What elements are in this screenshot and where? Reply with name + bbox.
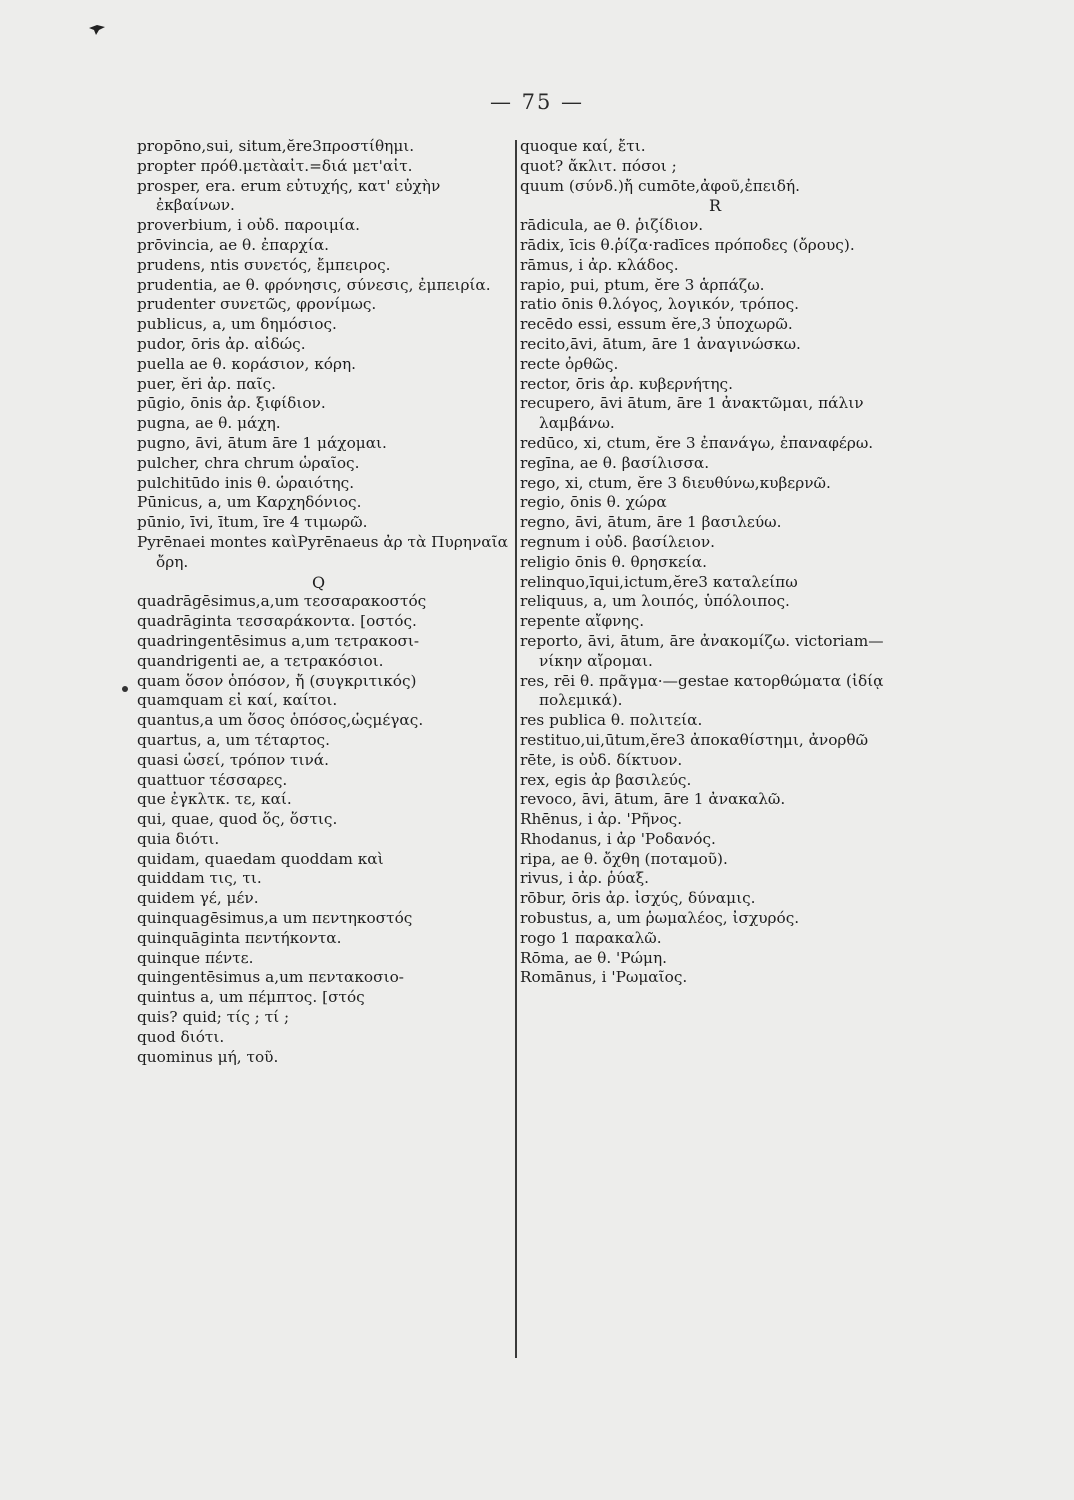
dictionary-entry: Pūnicus, a, um Καρχηδόνιος. bbox=[137, 493, 362, 512]
dictionary-entry: rector, ōris ἀρ. κυβερνήτης. bbox=[520, 374, 733, 393]
dictionary-entry: Rōma, ae θ. 'Ρώμη. bbox=[520, 948, 667, 967]
dictionary-entry: Romānus, i 'Ρωμαῖος. bbox=[520, 968, 688, 987]
column-divider bbox=[515, 140, 517, 1358]
left-column bbox=[137, 137, 520, 1067]
dictionary-entry: regio, ōnis θ. χώρα bbox=[520, 493, 667, 512]
dictionary-entry: quasi ὡσεί, τρόπον τινά. bbox=[137, 750, 329, 769]
dictionary-entry: Rhēnus, i ἀρ. 'Ρῆνος. bbox=[520, 810, 683, 829]
dictionary-entry: propōno,sui, situm,ĕre3προστίθημι. bbox=[137, 137, 415, 155]
dictionary-entry: rāmus, i ἀρ. κλάδος. bbox=[520, 255, 679, 274]
dictionary-entry: quantus,a um ὅσος ὁπόσος,ὡςμέγας. bbox=[137, 711, 424, 730]
dictionary-entry: quadrāgēsimus,a,um τεσσαρακοστός bbox=[137, 592, 427, 611]
right-column bbox=[520, 137, 910, 988]
dictionary-entry: puella ae θ. κοράσιον, κόρη. bbox=[137, 354, 356, 373]
dictionary-entry: quot? ἄκλιτ. πόσοι ; bbox=[520, 156, 677, 175]
dictionary-entry: que ἐγκλτκ. τε, καί. bbox=[137, 790, 292, 809]
dictionary-entry: rēte, is οὐδ. δίκτυον. bbox=[520, 750, 683, 769]
ink-mark-icon bbox=[88, 22, 106, 36]
dictionary-entry: quam ὅσον ὁπόσον, ἤ (συγκριτικός) bbox=[137, 671, 417, 690]
dictionary-entry: Pyrēnaei montes καὶPyrēnaeus ἀρ τὰ Πυρηναῖα ὄρη. bbox=[137, 532, 508, 571]
dictionary-entry: repente αἴφνης. bbox=[520, 612, 645, 631]
dictionary-entry: ripa, ae θ. ὄχθη (ποταμοῦ). bbox=[520, 849, 728, 868]
dictionary-entry: qui, quae, quod ὅς, ὅστις. bbox=[137, 810, 338, 829]
dictionary-entry: quandrigenti ae, a τετρακόσιοι. bbox=[137, 651, 384, 670]
dictionary-entry: recupero, āvi ātum, āre 1 ἀνακτῶμαι, πάλιν λαμβάνω. bbox=[520, 394, 864, 433]
dictionary-entry: regno, āvi, ātum, āre 1 βασιλεύω. bbox=[520, 513, 782, 532]
ink-dot bbox=[122, 686, 128, 692]
dictionary-entry: propter πρόθ.μετὰαἰτ.=διά μετ'αἰτ. bbox=[137, 156, 413, 175]
dictionary-entry: recito,āvi, ātum, āre 1 ἀναγινώσκω. bbox=[520, 334, 801, 353]
dictionary-entry: quartus, a, um τέταρτος. bbox=[137, 730, 330, 749]
section-letter: R bbox=[708, 196, 722, 216]
dictionary-entry: rōbur, ōris ἀρ. ἰσχύς, δύναμις. bbox=[520, 889, 756, 908]
dictionary-entry: prosper, era. erum εὐτυχής, κατ' εὐχὴν ἐκβαίνων. bbox=[137, 176, 441, 215]
dictionary-entry: quum (σύνδ.)ἤ cumōte,ἀφοῦ,ἐπειδή. bbox=[520, 176, 800, 195]
dictionary-entry: pudor, ōris ἀρ. αἰδώς. bbox=[137, 334, 306, 353]
dictionary-entry: ratio ōnis θ.λόγος, λογικόν, τρόπος. bbox=[520, 295, 800, 314]
dictionary-entry: regīna, ae θ. βασίλισσα. bbox=[520, 453, 710, 472]
dictionary-entry: quinque πέντε. bbox=[137, 948, 254, 967]
dictionary-entry: recēdo essi, essum ĕre,3 ὑποχωρῶ. bbox=[520, 315, 793, 334]
dictionary-entry: rego, xi, ctum, ĕre 3 διευθύνω,κυβερνῶ. bbox=[520, 473, 831, 492]
dictionary-entry: rapio, pui, ptum, ĕre 3 ἁρπάζω. bbox=[520, 275, 765, 294]
dictionary-entry: pūnio, īvi, ītum, īre 4 τιμωρῶ. bbox=[137, 513, 368, 532]
dictionary-entry: quis? quid; τίς ; τί ; bbox=[137, 1008, 290, 1027]
dictionary-entry: quiddam τις, τι. bbox=[137, 869, 262, 888]
dictionary-entry: rogo 1 παρακαλῶ. bbox=[520, 928, 662, 947]
dictionary-entry: pulcher, chra chrum ὡραῖος. bbox=[137, 453, 360, 472]
dictionary-entry: prudenter συνετῶς, φρονίμως. bbox=[137, 295, 377, 314]
dictionary-entry: regnum i οὐδ. βασίλειον. bbox=[520, 532, 716, 551]
dictionary-entry: quadrāginta τεσσαράκοντα. [οστός. bbox=[137, 612, 417, 631]
dictionary-entry: restituo,ui,ūtum,ĕre3 ἀποκαθίστημι, ἀνορθῶ bbox=[520, 730, 869, 749]
dictionary-entry: quod διότι. bbox=[137, 1027, 225, 1046]
section-letter: Q bbox=[311, 572, 326, 592]
dictionary-entry: quadringentēsimus a,um τετρακοσι- bbox=[137, 631, 420, 650]
dictionary-entry: rādix, īcis θ.ῥίζα·radīces πρόποδες (ὄρους). bbox=[520, 235, 855, 254]
dictionary-entry: prudens, ntis συνετός, ἔμπειρος. bbox=[137, 255, 391, 274]
dictionary-entry: pugna, ae θ. μάχη. bbox=[137, 414, 281, 433]
dictionary-entry: publicus, a, um δημόσιος. bbox=[137, 315, 337, 334]
dictionary-entry: prōvincia, ae θ. ἐπαρχία. bbox=[137, 235, 330, 254]
dictionary-entry: redūco, xi, ctum, ĕre 3 ἐπανάγω, ἐπαναφέρω. bbox=[520, 433, 874, 452]
dictionary-entry: reliquus, a, um λοιπός, ὑπόλοιπος. bbox=[520, 592, 790, 611]
dictionary-entry: quia διότι. bbox=[137, 829, 220, 848]
dictionary-entry: quinquāginta πεντήκοντα. bbox=[137, 928, 342, 947]
dictionary-entry: puer, ĕri ἀρ. παῖς. bbox=[137, 374, 277, 393]
dictionary-entry: robustus, a, um ῥωμαλέος, ἰσχυρός. bbox=[520, 909, 800, 928]
dictionary-entry: quinquagēsimus,a um πεντηκοστός bbox=[137, 909, 413, 928]
dictionary-entry: pūgio, ōnis ἀρ. ξιφίδιον. bbox=[137, 394, 326, 413]
dictionary-entry: quattuor τέσσαρες. bbox=[137, 770, 288, 789]
dictionary-entry: recte ὀρθῶς. bbox=[520, 354, 619, 373]
dictionary-entry: quominus μή, τοῦ. bbox=[137, 1047, 279, 1066]
dictionary-entry: res publica θ. πολιτεία. bbox=[520, 711, 703, 730]
dictionary-entry: quintus a, um πέμπτος. [στός bbox=[137, 988, 365, 1007]
dictionary-entry: quamquam εἰ καί, καίτοι. bbox=[137, 691, 338, 710]
dictionary-entry: rivus, i ἀρ. ῥύαξ. bbox=[520, 869, 649, 888]
dictionary-entry: pugno, āvi, ātum āre 1 μάχομαι. bbox=[137, 433, 387, 452]
dictionary-entry: religio ōnis θ. θρησκεία. bbox=[520, 552, 707, 571]
dictionary-entry: quoque καί, ἔτι. bbox=[520, 137, 646, 155]
dictionary-entry: proverbium, i οὐδ. παροιμία. bbox=[137, 216, 360, 235]
dictionary-entry: quidam, quaedam quoddam καὶ bbox=[137, 849, 384, 868]
dictionary-entry: rex, egis ἀρ βασιλεύς. bbox=[520, 770, 692, 789]
dictionary-entry: res, rēi θ. πρᾶγμα·—gestae κατορθώματα (ἰδίᾳ πολεμικά). bbox=[520, 671, 884, 710]
dictionary-entry: reporto, āvi, ātum, āre ἀνακομίζω. victoriam—νίκην αἴρομαι. bbox=[520, 631, 884, 670]
dictionary-entry: prudentia, ae θ. φρόνησις, σύνεσις, ἐμπειρία. bbox=[137, 275, 491, 294]
dictionary-entry: Rhodanus, i ἀρ 'Ροδανός. bbox=[520, 829, 716, 848]
page-number: — 75 — bbox=[489, 90, 585, 114]
dictionary-entry: revoco, āvi, ātum, āre 1 ἀνακαλῶ. bbox=[520, 790, 786, 809]
dictionary-entry: rādicula, ae θ. ῥιζίδιον. bbox=[520, 216, 704, 235]
dictionary-entry: quidem γέ, μέν. bbox=[137, 889, 259, 908]
dictionary-entry: pulchitūdo inis θ. ὡραιότης. bbox=[137, 473, 355, 492]
dictionary-entry: quingentēsimus a,um πεντακοσιο- bbox=[137, 968, 404, 987]
dictionary-entry: relinquo,īqui,ictum,ĕre3 καταλείπω bbox=[520, 572, 798, 591]
